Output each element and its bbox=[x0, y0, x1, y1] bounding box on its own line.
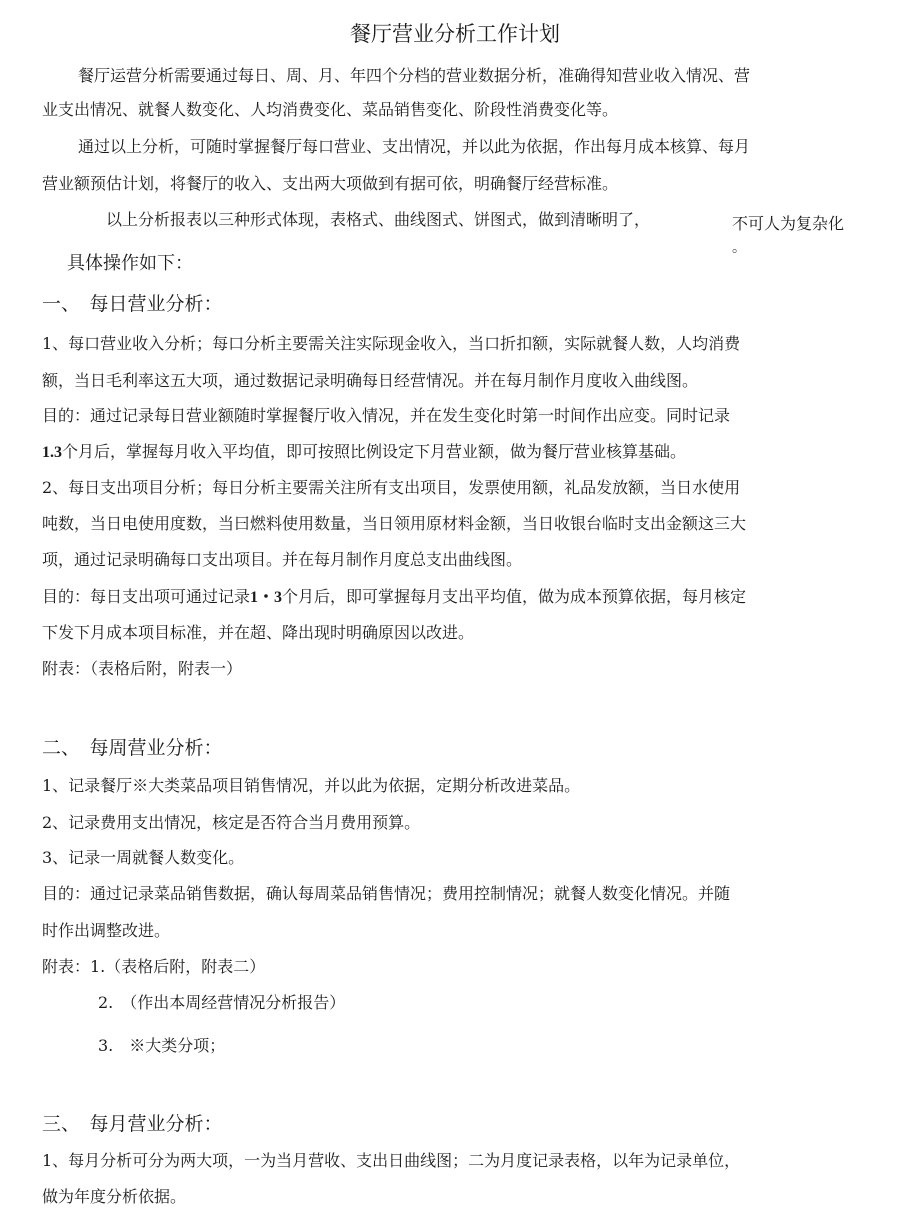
section-2-line: 目的：通过记录菜品销售数据，确认每周菜品销售情况；费用控制情况；就餐人数变化情况。并随 bbox=[42, 884, 731, 903]
section-2-line: 时作出调整改进。 bbox=[42, 921, 171, 940]
section-1-line: 下发下月成本项目标准，并在超、降出现时明确原因以改进。 bbox=[42, 623, 475, 642]
page-title: 餐厅营业分析工作计划 bbox=[350, 22, 560, 46]
section-2-line: 附表：1.（表格后附，附表二） bbox=[42, 957, 266, 976]
bold-number: 1.3 bbox=[42, 444, 62, 461]
section-1-line: 项，通过记录明确每口支出项目。并在每月制作月度总支出曲线图。 bbox=[42, 550, 523, 569]
intro-p3-aside-mark: 。 bbox=[732, 240, 746, 256]
section-1-line: 1.3个月后，掌握每月收入平均值，即可按照比例设定下月营业额，做为餐厅营业核算基础。 bbox=[42, 442, 687, 461]
intro-p3-line2: 具体操作如下： bbox=[67, 253, 193, 274]
intro-p1-line1: 餐厅运营分析需要通过每日、周、月、年四个分档的营业数据分析，准确得知营业收入情况、营 bbox=[78, 66, 751, 85]
section-3-line: 1、每月分析可分为两大项，一为当月营收、支出日曲线图；二为月度记录表格，以年为记录单位， bbox=[42, 1151, 741, 1170]
section-2-line: 2、记录费用支出情况，核定是否符合当月费用预算。 bbox=[42, 813, 421, 832]
section-1-line: 目的：每日支出项可通过记录1・3个月后，即可掌握每月支出平均值，做为成本预算依据，每月核定 bbox=[42, 587, 747, 606]
section-1-heading: 一、 每日营业分析： bbox=[42, 293, 223, 315]
section-2-line: 3、记录一周就餐人数变化。 bbox=[42, 848, 245, 867]
section-3-line: 做为年度分析依据。 bbox=[42, 1187, 187, 1206]
section-2-line: 2. （作出本周经营情况分析报告） bbox=[98, 993, 346, 1012]
bold-number: 1・3 bbox=[250, 589, 283, 606]
section-1-line: 附表：（表格后附，附表一） bbox=[42, 659, 243, 678]
section-2-line: 3. ※大类分项； bbox=[98, 1036, 226, 1055]
intro-p2-line2: 营业额预估计划，将餐厅的收入、支出两大项做到有据可依，明确餐厅经营标准。 bbox=[42, 174, 619, 193]
section-2-line: 1、记录餐厅※大类菜品项目销售情况，并以此为依据，定期分析改进菜品。 bbox=[42, 776, 581, 795]
section-1-line: 吨数，当日电使用度数，当曰燃料使用数量，当日领用原材料金额，当日收银台临时支出金额这三大 bbox=[42, 514, 747, 533]
intro-p1-line2: 业支出情况、就餐人数变化、人均消费变化、菜品销售变化、阶段性消费变化等。 bbox=[42, 100, 619, 119]
section-1-line: 额，当日毛利率这五大项，通过数据记录明确每日经营情况。并在每月制作月度收入曲线图。 bbox=[42, 371, 699, 390]
section-1-line: 目的：通过记录每日营业额随时掌握餐厅收入情况，并在发生变化时第一时间作出应变。同时记录 bbox=[42, 406, 731, 425]
section-1-line: 2、每日支出项目分析；每日分析主要需关注所有支出项目，发票使用额，礼品发放额，当日水使用 bbox=[42, 478, 741, 497]
section-3-heading: 三、 每月营业分析： bbox=[42, 1113, 223, 1135]
intro-p2-line1: 通过以上分析，可随时掌握餐厅每口营业、支出情况，并以此为依据，作出每月成本核算、每月 bbox=[78, 137, 751, 156]
intro-p3-line1: 以上分析报表以三种形式体现，表格式、曲线图式、饼图式，做到清晰明了， bbox=[106, 210, 651, 229]
section-1-line: 1、每口营业收入分析；每口分析主要需关注实际现金收入，当口折扣额，实际就餐人数，人均消费 bbox=[42, 334, 741, 353]
intro-p3-aside: 不可人为复杂化 bbox=[732, 214, 845, 233]
section-2-heading: 二、 每周营业分析： bbox=[42, 737, 223, 759]
